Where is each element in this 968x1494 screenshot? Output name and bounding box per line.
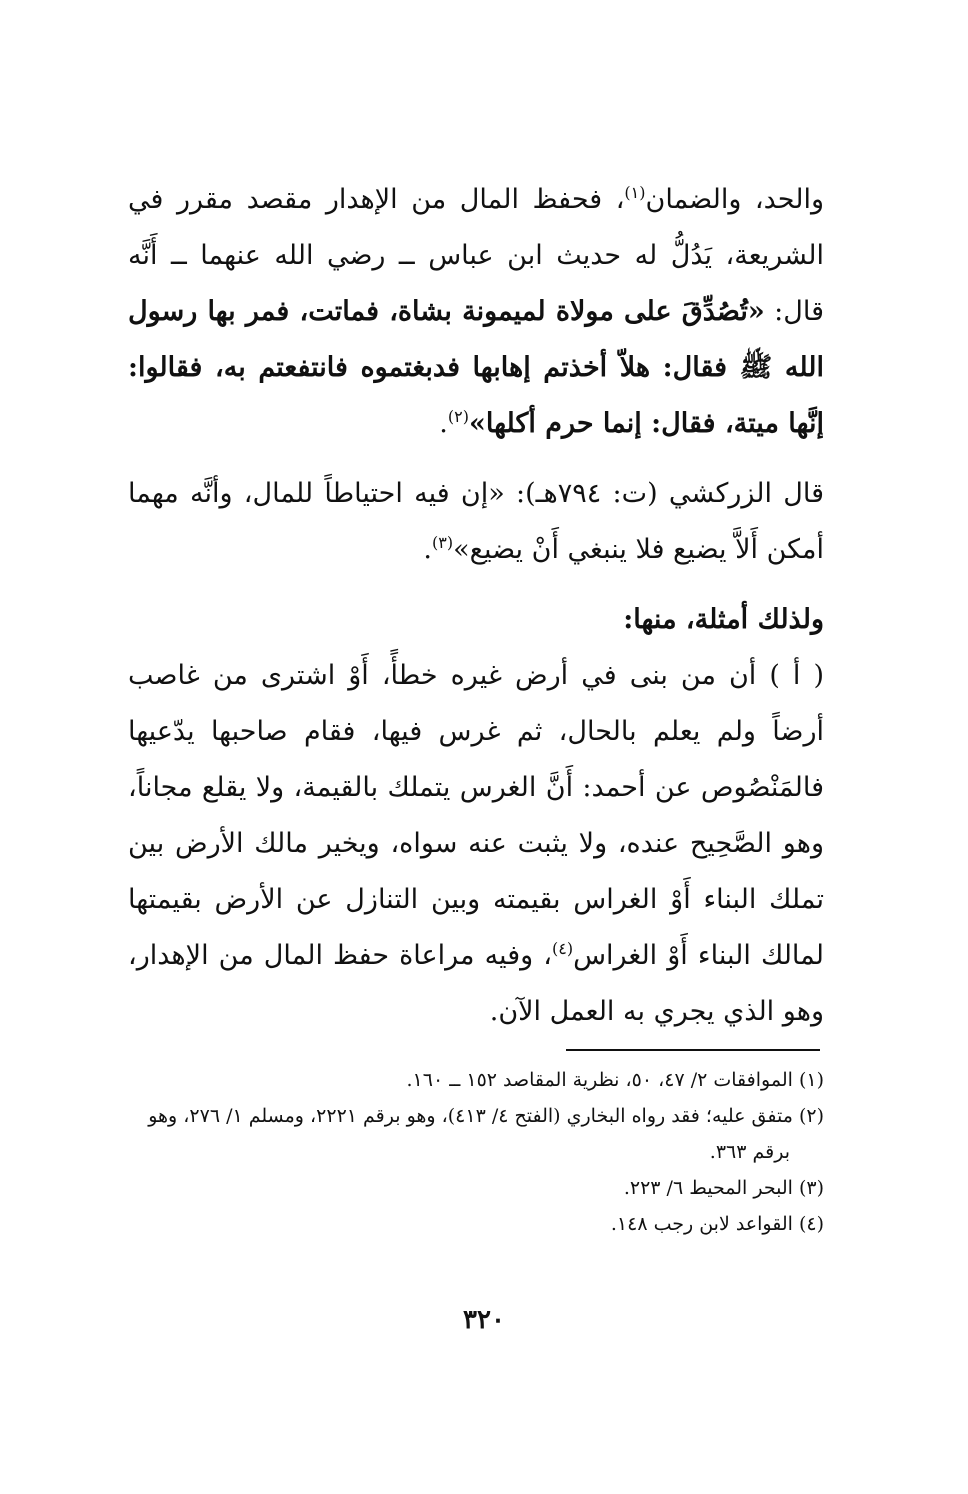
page-number: ٣٢٠ [463, 1305, 505, 1335]
hadith-quote: «تُصُدِّقَ على مولاة لميمونة بشاة، فماتت، فمر بها رسول الله ﷺ فقال: هلاّ أخذتم إهابها فدبغتموه فانتفعتم به، فقالوا: إنَّها ميتة، فقال: إنما حرم أكلها» [128, 296, 824, 439]
footnote-4: (٤) القواعد لابن رجب ١٤٨. [610, 1213, 824, 1235]
footnote-ref-2: (٢) [447, 407, 469, 426]
footnote-ref-3: (٣) [431, 533, 454, 552]
examples-heading: ولذلك أمثلة، منها: [623, 604, 824, 635]
main-text [128, 172, 824, 1040]
footnote-2: (٢) متفق عليه؛ فقد رواه البخاري (الفتح ٤/ ٤١٣)، وهو برقم ٢٢٢١، ومسلم ١/ ٢٧٦، وهو برقم ٣٦٣. [148, 1105, 824, 1163]
footnotes [128, 1062, 824, 1242]
footnote-3: (٣) البحر المحيط ٦/ ٢٢٣. [623, 1177, 824, 1199]
footnote-divider [566, 1049, 820, 1051]
paragraph-1-continuation: ، فحفظ المال من الإهدار مقصد مقرر في الشريعة، يَدُلُّ له حديث ابن عباس ــ رضي الله عنهما ــ أَنَّه قال: [128, 184, 824, 327]
footnote-ref-4: (٤) [551, 939, 574, 958]
paragraph-1-end: . [439, 408, 448, 439]
paragraph-2-text: قال الزركشي (ت: ٧٩٤هـ): «إن فيه احتياطاً للمال، وأنَّه مهما أمكن أَلاَّ يضيع فلا ينبغي أَنْ يضيع» [128, 478, 824, 565]
paragraph-1 [128, 172, 824, 452]
paragraph-3-continuation: ، وفيه مراعاة حفظ المال من الإهدار، وهو الذي يجري به العمل الآن. [128, 940, 824, 1027]
paragraph-2-end: . [423, 534, 432, 565]
paragraph-3 [128, 648, 824, 1040]
footnote-1: (١) الموافقات ٢/ ٤٧، ٥٠، نظرية المقاصد ١٥٢ ــ ١٦٠. [406, 1069, 824, 1091]
paragraph-3-text: ( أ ) أن من بنى في أرض غيره خطأً، أَوْ اشترى من غاصب أرضاً ولم يعلم بالحال، ثم غرس فيها، فقام صاحبها يدّعيها فالمَنْصُوص عن أحمد: أَنَّ الغرس يتملك بالقيمة، ولا يقلع مجاناً، وهو الصَّحِيح عنده، ولا يثبت عنه سواه، ويخير مالك الأرض بين تملك البناء أَوْ الغراس بقيمته وبين التنازل عن الأرض بقيمتها لمالك البناء أَوْ الغراس [128, 660, 824, 971]
footnote-ref-1: (١) [624, 183, 646, 202]
paragraph-2 [128, 466, 824, 578]
paragraph-1-text: والحد، والضمان [645, 184, 824, 215]
